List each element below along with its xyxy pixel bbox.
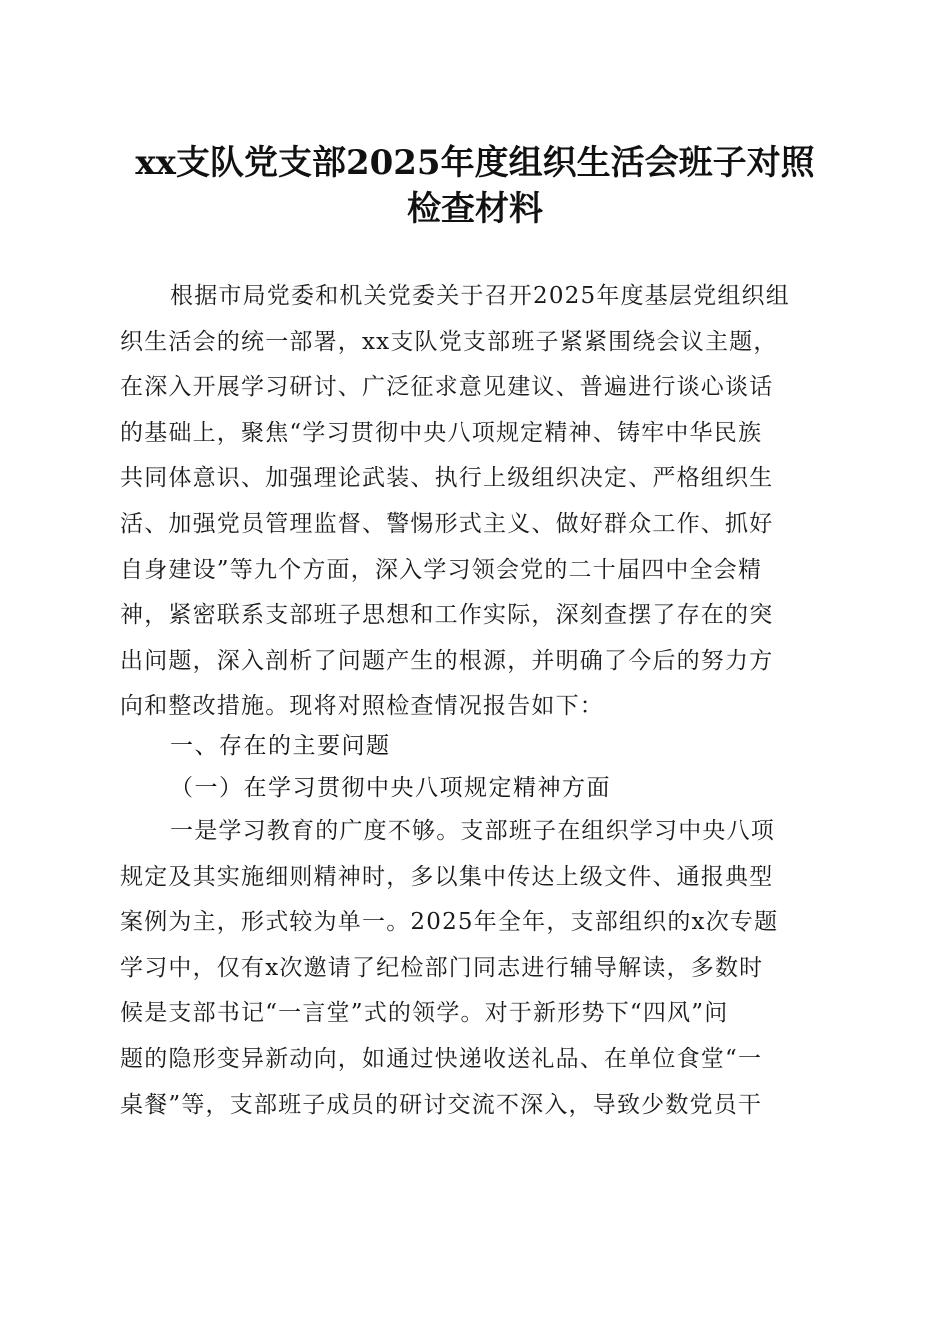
- intro-line: 向和整改措施。现将对照检查情况报告如下：: [120, 693, 604, 720]
- point-line: 学习中，仅有x次邀请了纪检部门同志进行辅导解读，多数时: [120, 954, 764, 981]
- intro-line: 自身建设”等九个方面，深入学习领会党的二十届四中全会精: [120, 556, 763, 583]
- point-line: 案例为主，形式较为单一。2025年全年，支部组织的x次专题: [120, 909, 779, 936]
- intro-line: 出问题，深入剖析了问题产生的根源，并明确了今后的努力方: [120, 647, 774, 674]
- point-line: 题的隐形变异新动向，如通过快递收送礼品、在单位食堂“一: [120, 1045, 763, 1072]
- point-line: 候是支部书记“一言堂”式的领学。对于新形势下“四风”问: [120, 1000, 729, 1027]
- intro-line: 织生活会的统一部署，xx支队党支部班子紧紧围绕会议主题，: [120, 328, 778, 355]
- point-line: 规定及其实施细则精神时，多以集中传达上级文件、通报典型: [120, 863, 774, 890]
- title-line-1: xx支队党支部2025年度组织生活会班子对照: [135, 143, 815, 183]
- subsection-heading: （一）在学习贯彻中央八项规定精神方面: [170, 775, 611, 801]
- intro-paragraph: [120, 274, 832, 730]
- section-heading: 一、存在的主要问题: [170, 733, 391, 759]
- intro-line: 神，紧密联系支部班子思想和工作实际，深刻查摆了存在的突: [120, 602, 774, 629]
- document-title: [80, 140, 870, 232]
- intro-line: 共同体意识、加强理论武装、执行上级组织决定、严格组织生: [120, 465, 774, 492]
- point-line: 一是学习教育的广度不够。支部班子在组织学习中央八项: [170, 818, 775, 844]
- intro-line: 根据市局党委和机关党委关于召开2025年度基层党组织组: [170, 283, 790, 309]
- intro-line: 在深入开展学习研讨、广泛征求意见建议、普遍进行谈心谈话: [120, 374, 774, 401]
- point-paragraph: [120, 809, 832, 1128]
- point-line: 桌餐”等，支部班子成员的研讨交流不深入，导致少数党员干: [120, 1091, 763, 1118]
- title-line-2: 检查材料: [407, 189, 543, 229]
- intro-line: 的基础上，聚焦“学习贯彻中央八项规定精神、铸牢中华民族: [120, 419, 763, 446]
- intro-line: 活、加强党员管理监督、警惕形式主义、做好群众工作、抓好: [120, 510, 774, 537]
